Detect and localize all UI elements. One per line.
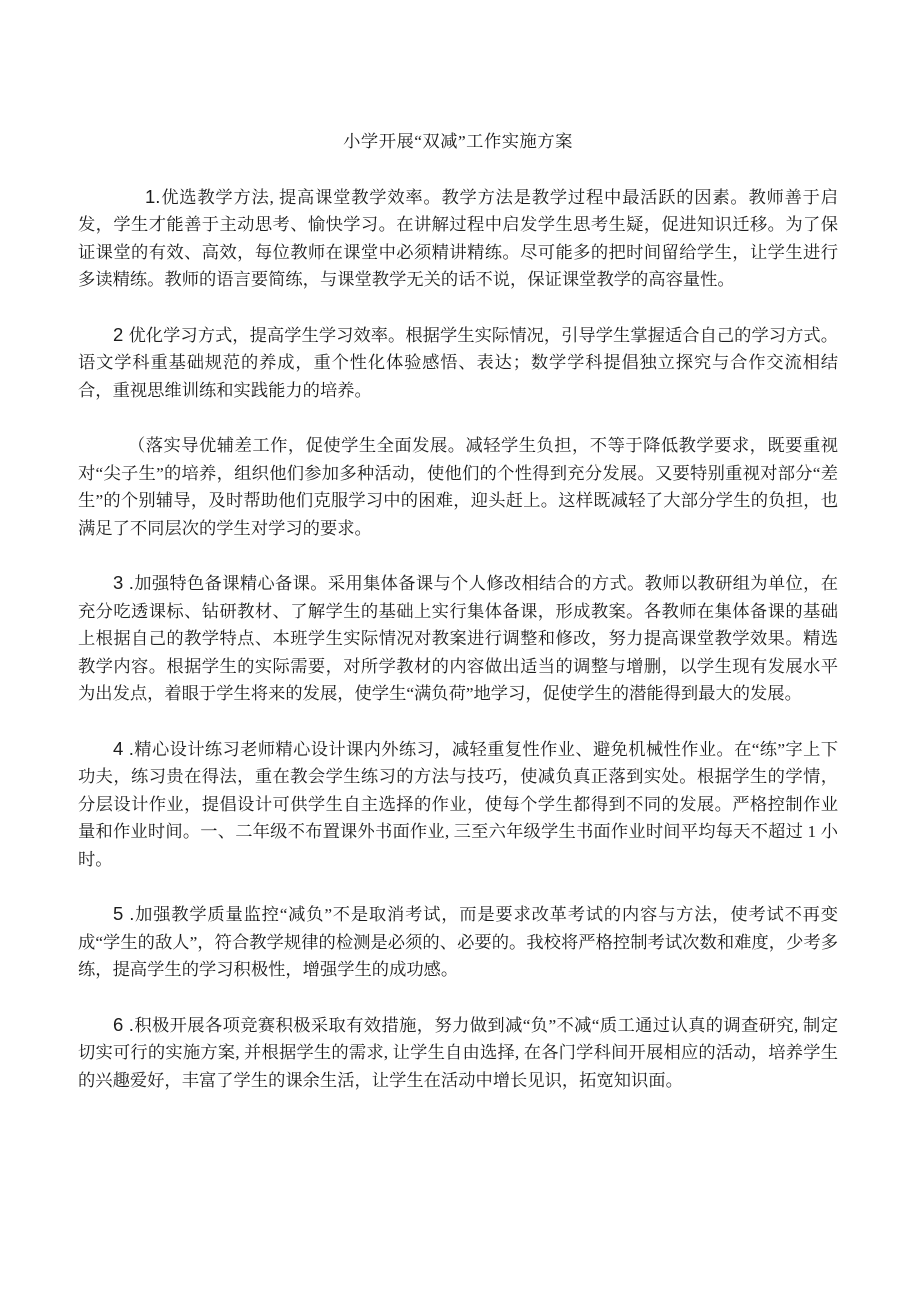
paragraph-6-text: 加强教学质量监控“减负”不是取消考试，而是要求改革考试的内容与方法，使考试不再变成“学生的敌人”，符合教学规律的检测是必须的、必要的。我校将严格控制考试次数和难度，少考多练，提高学生的学习积极性，增强学生的成功感。 xyxy=(78,905,838,979)
document-title: 小学开展“双减”工作实施方案 xyxy=(343,132,573,151)
paragraph-3-text: （落实导优辅差工作，促使学生全面发展。减轻学生负担，不等于降低教学要求，既要重视对“尖子生”的培养，组织他们参加多种活动，使他们的个性得到充分发展。又要特别重视对部分“差生”的个别辅导，及时帮助他们克服学习中的困难，迎头赶上。这样既减轻了大部分学生的负担，也满足了不同层次的学生对学习的要求。 xyxy=(78,436,838,538)
paragraph-5-text: 精心设计练习老师精心设计课内外练习，减轻重复性作业、避免机械性作业。在“练”字上下功夫，练习贵在得法，重在教会学生练习的方法与技巧，使减负真正落到实处。根据学生的学情，分层设计作业，提倡设计可供学生自主选择的作业，使每个学生都得到不同的发展。严格控制作业量和作业时间。一、二年级不布置课外书面作业, 三至六年级学生书面作业时间平均每天不超过 1 小时。 xyxy=(78,739,838,869)
paragraph-7-number: 6 . xyxy=(113,1013,134,1035)
paragraph-3 xyxy=(78,431,838,542)
paragraph-2 xyxy=(78,321,838,405)
paragraph-2-number: 2 xyxy=(113,323,129,345)
paragraph-4 xyxy=(78,569,838,708)
paragraph-1 xyxy=(78,183,838,294)
paragraph-4-text: 加强特色备课精心备课。采用集体备课与个人修改相结合的方式。教师以教研组为单位，在充分吃透课标、钻研教材、了解学生的基础上实行集体备课，形成教案。各教师在集体备课的基础上根据自己的教学特点、本班学生实际情况对教案进行调整和修改，努力提高课堂教学效果。精选教学内容。根据学生的实际需要，对所学教材的内容做出适当的调整与增删，以学生现有发展水平为出发点，着眼于学生将来的发展，使学生“满负荷”地学习，促使学生的潜能得到最大的发展。 xyxy=(78,574,838,703)
paragraph-1-text: 优选教学方法, 提高课堂教学效率。教学方法是教学过程中最活跃的因素。教师善于启发，学生才能善于主动思考、愉快学习。在讲解过程中启发学生思考生疑，促进知识迁移。为了保证课堂的有效、高效，每位教师在课堂中必须精讲精练。尽可能多的把时间留给学生，让学生进行多读精练。教师的语言要简练，与课堂教学无关的话不说，保证课堂教学的高容量性。 xyxy=(78,187,838,289)
paragraph-4-number: 3 . xyxy=(113,572,134,593)
paragraph-5-number: 4 . xyxy=(113,737,134,759)
paragraph-7 xyxy=(78,1011,838,1095)
paragraph-6-number: 5 . xyxy=(113,903,135,924)
paragraph-7-text: 积极开展各项竞赛积极采取有效措施，努力做到减“负”不减“质工通过认真的调查研究, 制定切实可行的实施方案, 并根据学生的需求, 让学生自由选择, 在各门学科间开展相应的活动，培养学生的兴趣爱好，丰富了学生的课余生活，让学生在活动中增长见识，拓宽知识面。 xyxy=(78,1015,838,1090)
paragraph-1-number: 1. xyxy=(145,185,161,207)
paragraph-5 xyxy=(78,735,838,874)
paragraph-2-text: 优化学习方式，提高学生学习效率。根据学生实际情况，引导学生掌握适合自己的学习方式。语文学科重基础规范的养成，重个性化体验感悟、表达；数学学科提倡独立探究与合作交流相结合，重视思维训练和实践能力的培养。 xyxy=(78,325,838,400)
paragraph-6 xyxy=(78,900,838,984)
